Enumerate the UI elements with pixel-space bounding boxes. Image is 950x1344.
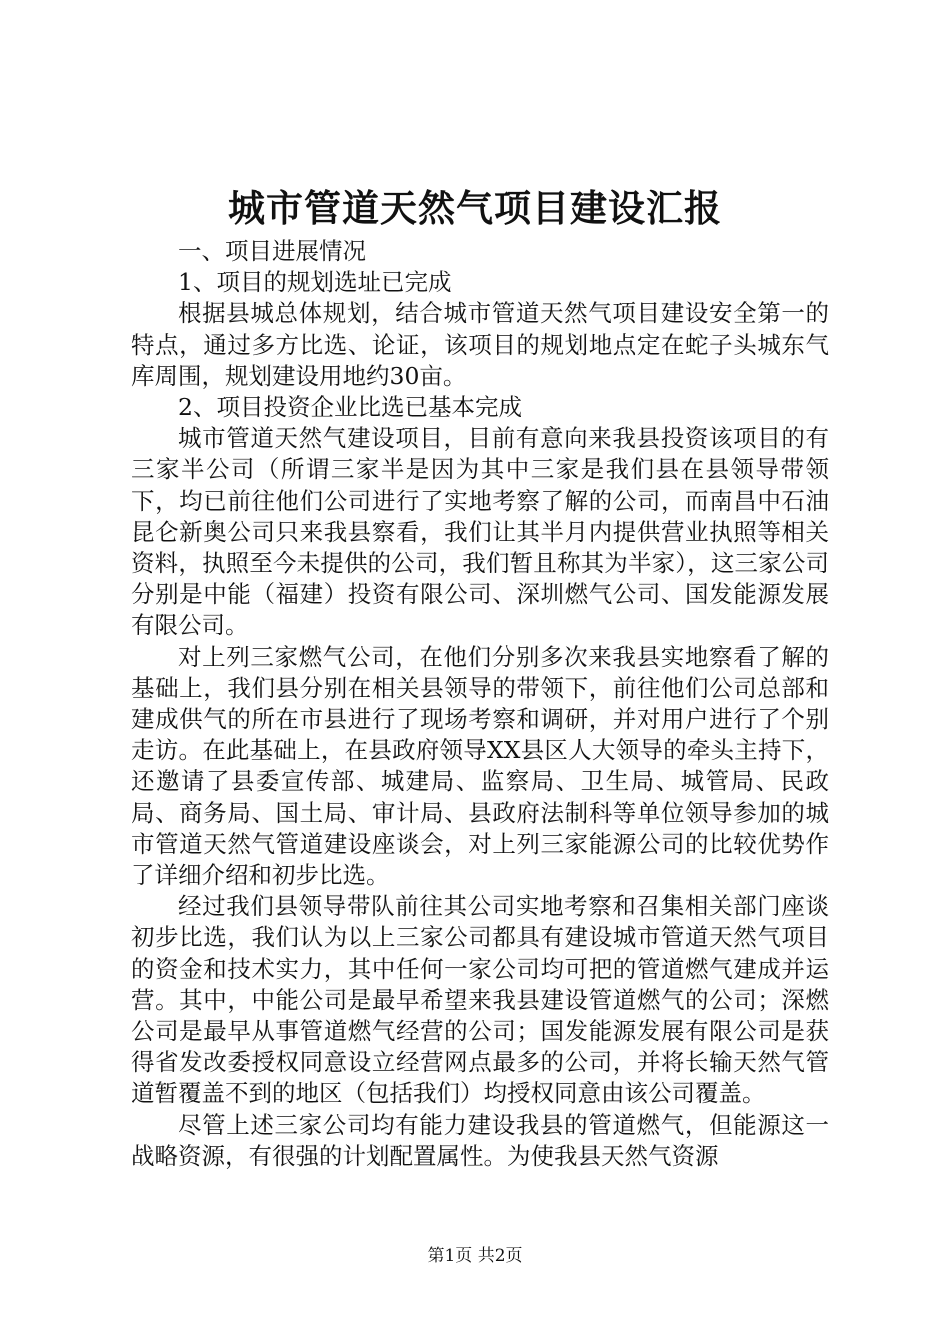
subheading-site-selection: 1、项目的规划选址已完成 [178, 268, 452, 297]
paragraph-site-selection: 根据县城总体规划，结合城市管道天然气项目建设安全第一的特点，通过多方比选、论证，该项目的规划地点定在蛇子头城东气库周围，规划建设用地约30亩。 [131, 299, 829, 390]
subheading-investor-selection: 2、项目投资企业比选已基本完成 [178, 393, 522, 422]
page-number-footer: 第1页 共2页 [427, 1246, 523, 1266]
paragraph-evaluation: 经过我们县领导带队前往其公司实地考察和召集相关部门座谈初步比选，我们认为以上三家公司都具有建设城市管道天然气项目的资金和技术实力，其中任何一家公司均可把的管道燃气建成并运营。其中，中能公司是最早希望来我县建设管道燃气的公司；深燃公司是最早从事管道燃气经营的公司；国发能源发展有限公司是获得省发改委授权同意设立经营网点最多的公司，并将长输天然气管道暂覆盖不到的地区（包括我们）均授权同意由该公司覆盖。 [131, 892, 829, 1108]
document-body [131, 236, 829, 1172]
document-title: 城市管道天然气项目建设汇报 [228, 186, 722, 230]
paragraph-strategic-resource: 尽管上述三家公司均有能力建设我县的管道燃气，但能源这一战略资源，有很强的计划配置属性。为使我县天然气资源 [131, 1110, 829, 1170]
paragraph-site-visits: 对上列三家燃气公司，在他们分别多次来我县实地察看了解的基础上，我们县分别在相关县领导的带领下，前往他们公司总部和建成供气的所在市县进行了现场考察和调研，并对用户进行了个别走访。在此基础上，在县政府领导XX县区人大领导的牵头主持下，还邀请了县委宣传部、城建局、监察局、卫生局、城管局、民政局、商务局、国土局、审计局、县政府法制科等单位领导参加的城市管道天然气管道建设座谈会，对上列三家能源公司的比较优势作了详细介绍和初步比选。 [131, 642, 829, 890]
paragraph-investor-companies: 城市管道天然气建设项目，目前有意向来我县投资该项目的有三家半公司（所谓三家半是因为其中三家是我们县在县领导带领下，均已前往他们公司进行了实地考察了解的公司，而南昌中石油昆仑新奥公司只来我县察看，我们让其半月内提供营业执照等相关资料，执照至今未提供的公司，我们暂且称其为半家），这三家公司分别是中能（福建）投资有限公司、深圳燃气公司、国发能源发展有限公司。 [131, 424, 829, 640]
section-heading-progress: 一、项目进展情况 [178, 237, 366, 265]
